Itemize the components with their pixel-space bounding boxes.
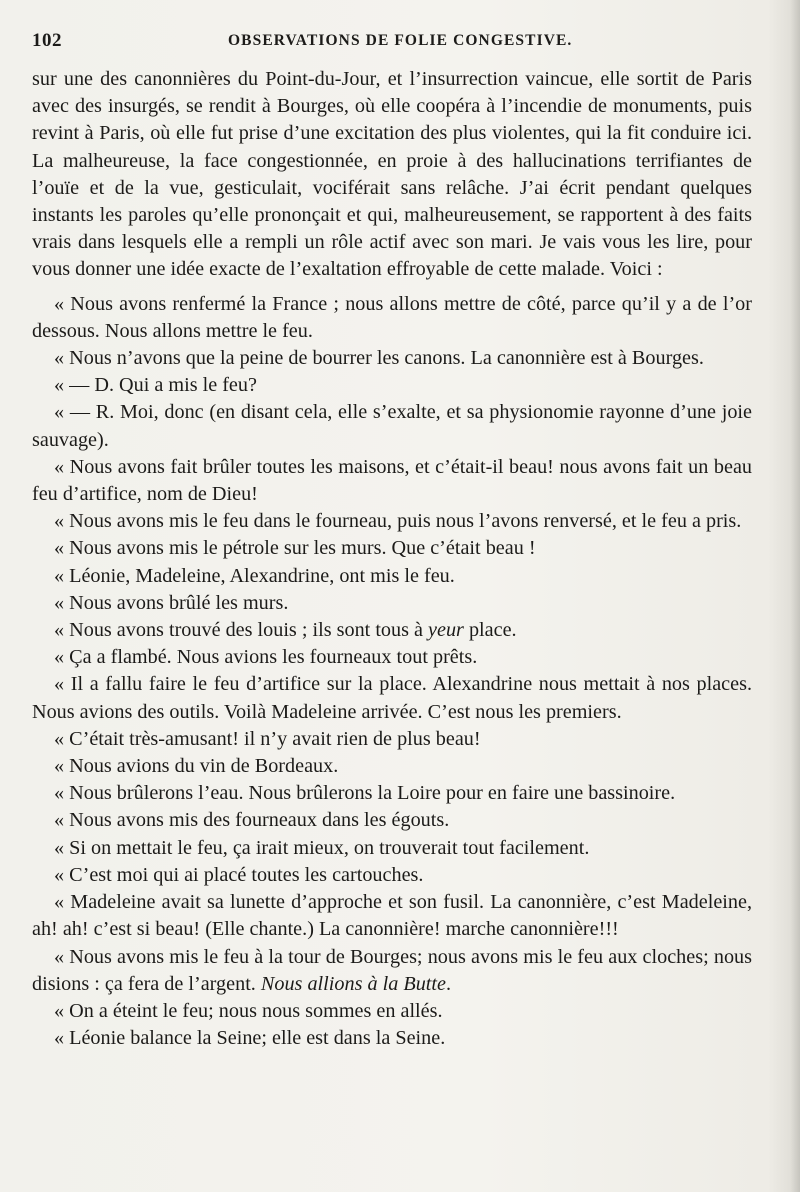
quote-paragraph: « Madeleine avait sa lunette d’approche et son fusil. La canonnière, c’est Madeleine, ah! ah! c’est si beau! (Elle chante.) La canonnière! marche canonnière!!!	[32, 891, 752, 941]
quote-paragraph: « Léonie balance la Seine; elle est dans la Seine.	[54, 1027, 446, 1050]
quote-paragraph: « Ça a flambé. Nous avions les fourneaux tout prêts.	[54, 646, 478, 669]
quote-paragraph: « C’est moi qui ai placé toutes les cartouches.	[54, 863, 424, 886]
quote-paragraph: « Nous avons renfermé la France ; nous allons mettre de côté, parce qu’il y a de l’or dessous. Nous allons mettre le feu.	[32, 292, 752, 342]
quote-paragraph: « Léonie, Madeleine, Alexandrine, ont mis le feu.	[54, 564, 455, 587]
quote-text: place.	[463, 619, 517, 642]
quote-italic: Nous allions à la Butte	[260, 972, 446, 995]
quote-question: « — D. Qui a mis le feu?	[54, 374, 257, 397]
quote-paragraph-bourges	[32, 944, 752, 998]
quote-paragraph: « Si on mettait le feu, ça irait mieux, on trouverait tout facilement.	[54, 836, 590, 859]
quote-paragraph: « On a éteint le feu; nous nous sommes en allés.	[54, 999, 443, 1022]
quote-paragraph: « Nous n’avons que la peine de bourrer les canons. La canonnière est à Bourges.	[54, 347, 704, 370]
quote-text: « Nous avons mis le feu à la tour de Bourges; nous avons mis le feu aux cloches; nous disions : ça fera de l’argent.	[32, 945, 752, 995]
quote-answer: « — R. Moi, donc (en disant cela, elle s’exalte, et sa physionomie rayonne d’une joie sauvage).	[32, 401, 752, 451]
quote-paragraph: « Nous avons mis des fourneaux dans les égouts.	[54, 809, 450, 832]
page-number: 102	[32, 30, 62, 51]
page-header	[32, 30, 766, 56]
quote-paragraph: « Nous avons fait brûler toutes les maisons, et c’était-il beau! nous avons fait un beau feu d’artifice, nom de Dieu!	[32, 455, 752, 506]
quote-paragraph-louis	[32, 617, 752, 644]
page-edge-shadow	[790, 0, 800, 1192]
quote-paragraph: « C’était très-amusant! il n’y avait rien de plus beau!	[54, 727, 481, 750]
paragraph-intro: sur une des canonnières du Point-du-Jour, et l’insurrection vaincue, elle sortit de Paris avec des insurgés, se rendit à Bourges, où elle coopéra à l’incendie de monuments, puis revint à Paris, où elle fut prise d’une excitation des plus violentes, qui la fit conduire ici. La malheureuse, la face congestionnée, en proie à des hallucinations terrifiantes de l’ouïe et de la vue, gesticulait, vociférait sans relâche. J’ai écrit pendant quelques instants les paroles qu’elle prononçait et qui, malheureusement, se rapportent à des faits vrais dans lesquels elle a rempli un rôle actif avec son mari. Je vais vous les lire, pour vous donner une idée exacte de l’exaltation effroyable de cette malade. Voici :	[32, 68, 752, 281]
quote-paragraph: « Nous avons brûlé les murs.	[54, 591, 289, 614]
quote-paragraph: « Nous avons mis le pétrole sur les murs. Que c’était beau !	[54, 537, 536, 560]
quote-paragraph: « Nous avions du vin de Bordeaux.	[54, 755, 339, 778]
quote-paragraph: « Nous brûlerons l’eau. Nous brûlerons la Loire pour en faire une bassinoire.	[54, 782, 676, 805]
quote-italic: yeur	[428, 619, 464, 642]
body-text	[32, 66, 752, 1052]
quote-paragraph: « Nous avons mis le feu dans le fourneau, puis nous l’avons renversé, et le feu a pris.	[54, 510, 742, 533]
quote-text: .	[445, 972, 452, 995]
quote-text: « Nous avons trouvé des louis ; ils sont tous à	[54, 619, 429, 642]
quote-paragraph: « Il a fallu faire le feu d’artifice sur la place. Alexandrine nous mettait à nos places. Nous avions des outils. Voilà Madeleine arrivée. C’est nous les premiers.	[32, 673, 752, 723]
running-title: OBSERVATIONS DE FOLIE CONGESTIVE.	[228, 32, 573, 49]
